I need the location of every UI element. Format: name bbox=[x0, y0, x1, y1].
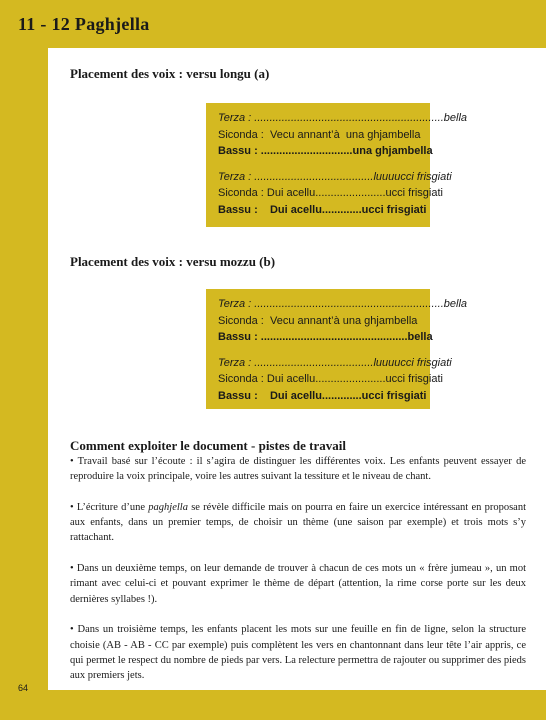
paragraph: • Dans un deuxième temps, on leur demande de trouver à chacun de ces mots un « frère jumeau », un mot rimant avec celui-ci et pouvant exprimer le thème de départ (attention, la rime corse porte sur les deux dernières syllabes !). bbox=[70, 563, 526, 605]
page-number: 64 bbox=[18, 683, 29, 693]
paragraph: • L’écriture d’une paghjella se révèle difficile mais on pourra en faire un exercice intéressant en proposant aux enfants, dans un premier temps, de choisir un thème (une saison par exemple) et trois mots s’y rattachant. bbox=[70, 501, 527, 544]
verse-line: Siconda : Dui acellu.......................ucci frisgiati bbox=[218, 373, 443, 385]
verse-line: Siconda : Vecu annant’à una ghjambella bbox=[218, 128, 421, 141]
verse-line: Terza : .......................................luuuucci frisgiati bbox=[218, 170, 452, 183]
verse-line: Bassu : ..............................una ghjambella bbox=[218, 145, 433, 157]
section-c-body bbox=[70, 454, 526, 699]
verse-box-a bbox=[206, 103, 468, 227]
verse-line: Terza : .......................................luuuucci frisgiati bbox=[218, 356, 452, 369]
verse-line: Terza : ..............................................................bella bbox=[218, 298, 468, 310]
section-b-title: Placement des voix : versu mozzu (b) bbox=[70, 254, 276, 269]
verse-line: Bassu : Dui acellu.............ucci frisgiati bbox=[218, 203, 427, 216]
section-a-title: Placement des voix : versu longu (a) bbox=[70, 66, 270, 81]
verse-line: Terza : ..............................................................bella bbox=[218, 112, 468, 124]
emphasis-word: paghjella bbox=[148, 501, 188, 513]
verse-line: Siconda : Dui acellu.......................ucci frisgiati bbox=[218, 187, 443, 199]
paragraph: • Dans un troisième temps, les enfants placent les mots sur une feuille en fin de ligne, selon la structure choisie (AB - AB - CC par exemple) puis complètent les vers en chantonnant dans leur tête l’air appris, ce qui permet le respect du nombre de pieds par vers. La relecture permettra de rajouter ou supprimer des pieds aux premiers jets. bbox=[70, 624, 526, 682]
chapter-title: 11 - 12 Paghjella bbox=[18, 14, 150, 34]
verse-line: Siconda : Vecu annant’à una ghjambella bbox=[218, 314, 418, 327]
section-c-title: Comment exploiter le document - pistes de travail bbox=[70, 438, 346, 453]
verse-box-b bbox=[206, 289, 468, 409]
paragraph: • Travail basé sur l’écoute : il s’agira de distinguer les différentes voix. Les enfants peuvent essayer de reproduire la voix principale, voire les autres suivant la tessiture et le niveau de chant. bbox=[70, 456, 526, 483]
verse-line: Bassu : ................................................bella bbox=[218, 331, 433, 343]
verse-line: Bassu : Dui acellu.............ucci frisgiati bbox=[218, 389, 427, 402]
chapter-header bbox=[0, 0, 546, 48]
